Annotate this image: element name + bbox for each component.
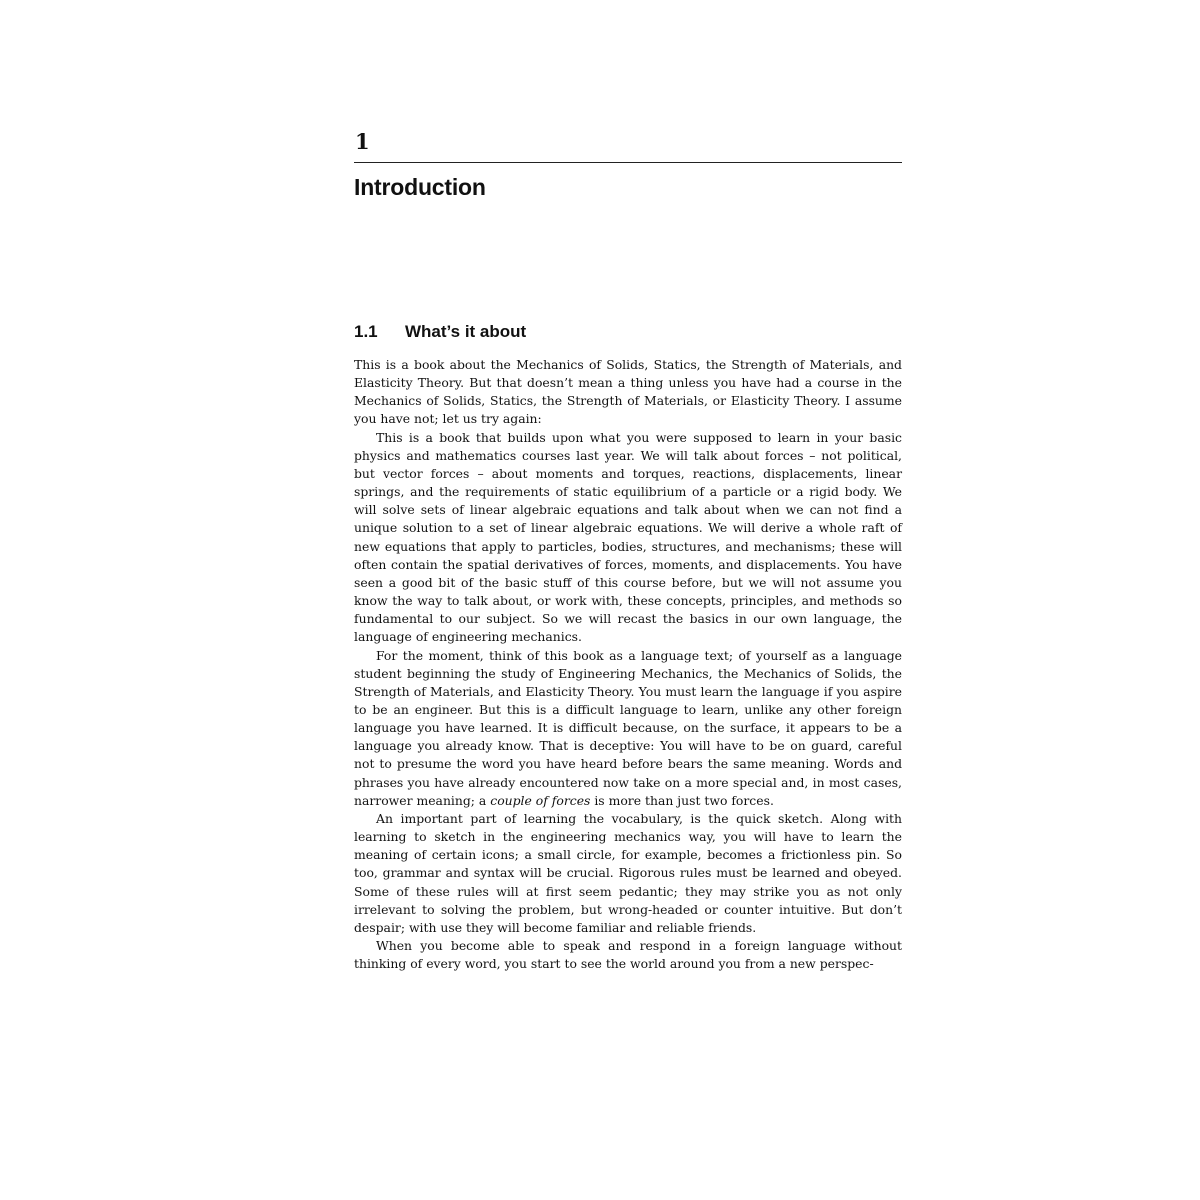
chapter-title: Introduction — [354, 174, 486, 200]
paragraph-3-text-end: is more than just two forces. — [590, 792, 774, 808]
section-title: What’s it about — [405, 322, 527, 341]
body-text — [354, 356, 902, 973]
paragraph-3-text-start: For the moment, think of this book as a language text; of yourself as a language student beginning the study of Engineering Mechanics, the Mechanics of Solids, the Strength of Materials, and Elasticity Theory. You must learn the language if you aspire to be an engineer. But this is a difficult language to learn, unlike any other foreign language you have learned. It is difficult because, on the surface, it appears to be a language you already know. That is deceptive: You will have to be on guard, careful not to presume the word you have heard before bears the same meaning. Words and phrases you have already encountered now take on a more special and, in most cases, narrower meaning; a — [354, 647, 902, 808]
chapter-number: 1 — [355, 129, 370, 154]
section-heading — [354, 321, 902, 343]
paragraph-3-emphasis: couple of forces — [490, 792, 591, 808]
paragraph-2: This is a book that builds upon what you were supposed to learn in your basic physics and mathematics courses last year. We will talk about forces – not political, but vector forces – about moments and torques, reactions, displacements, linear springs, and the requirements of static equilibrium of a particle or a rigid body. We will solve sets of linear algebraic equations and talk about when we can not find a unique solution to a set of linear algebraic equations. We will derive a whole raft of new equations that apply to particles, bodies, structures, and mechanisms; these will often contain the spatial derivatives of forces, moments, and displacements. You have seen a good bit of the basic stuff of this course before, but we will not assume you know the way to talk about, or work with, these concepts, principles, and methods so fundamental to our subject. So we will recast the basics in our own language, the language of engineering mechanics. — [354, 429, 902, 645]
chapter-rule — [354, 162, 902, 163]
paragraph-1: This is a book about the Mechanics of Solids, Statics, the Strength of Materials, and Elasticity Theory. But that doesn’t mean a thing unless you have had a course in the Mechanics of Solids, Statics, the Strength of Materials, or Elasticity Theory. I assume you have not; let us try again: — [354, 357, 902, 427]
paragraph-4: An important part of learning the vocabulary, is the quick sketch. Along with learning to sketch in the engineering mechanics way, you will have to learn the meaning of certain icons; a small circle, for example, becomes a frictionless pin. So too, grammar and syntax will be crucial. Rigorous rules must be learned and obeyed. Some of these rules will at first seem pedantic; they may strike you as not only irrelevant to solving the problem, but wrong-headed or counter intuitive. But don’t despair; with use they will become familiar and reliable friends. — [354, 810, 902, 935]
paragraph-5: When you become able to speak and respond in a foreign language without thinking of every word, you start to see the world around you from a new perspec- — [354, 938, 902, 972]
book-page — [354, 128, 902, 973]
section-number: 1.1 — [354, 322, 378, 341]
paragraph-3 — [354, 647, 902, 810]
